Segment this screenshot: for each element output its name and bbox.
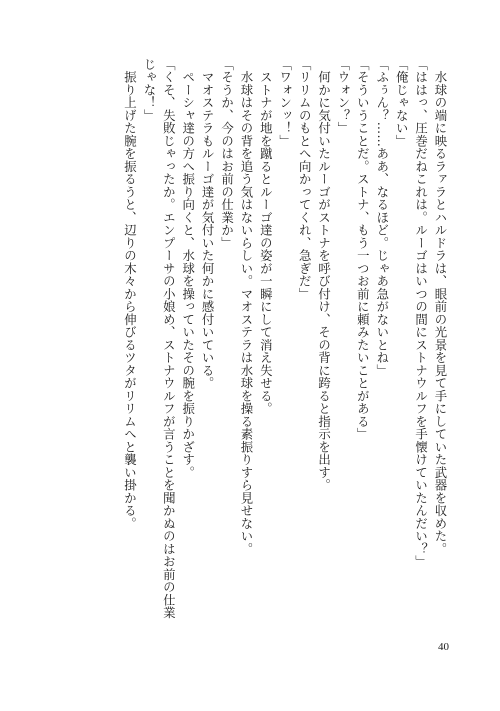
text-line-10: ストナが地を蹴るとルーゴ達の姿が一瞬にして消え失せる。 [258,58,274,415]
text-line-11: 水球はその背を追う気はないらしい。マオステラは水球を操る素振りすら見せない。 [238,58,254,556]
text-line-13: マオステラもルーゴ達が気付いた何かに感付いている。 [200,58,216,390]
text-line-5: 「そういうことだ。ストナ、もう一つお前に頼みたいことがある」 [355,58,371,441]
text-line-14: ペーシャ達の方へ振り向くと、水球を操っていたその腕を振りかざす。 [180,58,196,479]
text-line-15: 「くそ、失敗じゃったか。エンプーサの小娘め、ストナウルフが言うことを聞かぬのはお前の仕業 [161,58,177,619]
text-line-6: 「ウォン？」 [335,58,351,135]
text-line-3: 「俺じゃない」 [394,58,410,148]
text-line-7: 何かに気付いたルーゴがストナを呼び付け、その背に跨ると指示を出す。 [316,58,332,492]
text-line-4: 「ふぅん？……ああ、なるほど。じゃあ急がないとね」 [374,58,390,377]
text-line-12: 「そうか、今のはお前の仕業か」 [219,58,235,250]
text-line-2: 「ははっ、圧巻だねこれは。ルーゴはいつの間にストナウルフを手懐けていたんだい？」 [413,58,429,568]
text-line-17: 振り上げた腕を振るうと、辺りの木々から伸びるツタがリリムへと襲い掛かる。 [122,58,138,530]
text-line-1: 水球の端に映るラァラとハルドラは、眼前の光景を見て手にしていた武器を収めた。 [433,58,448,556]
page-number: 40 [438,641,449,653]
text-line-9: 「ワォンッ！」 [277,58,293,148]
text-line-16: じゃな！」 [141,58,157,122]
text-line-8: 「リリムのもとへ向かってくれ、急ぎだ」 [297,58,313,301]
vertical-text-body [120,58,450,628]
